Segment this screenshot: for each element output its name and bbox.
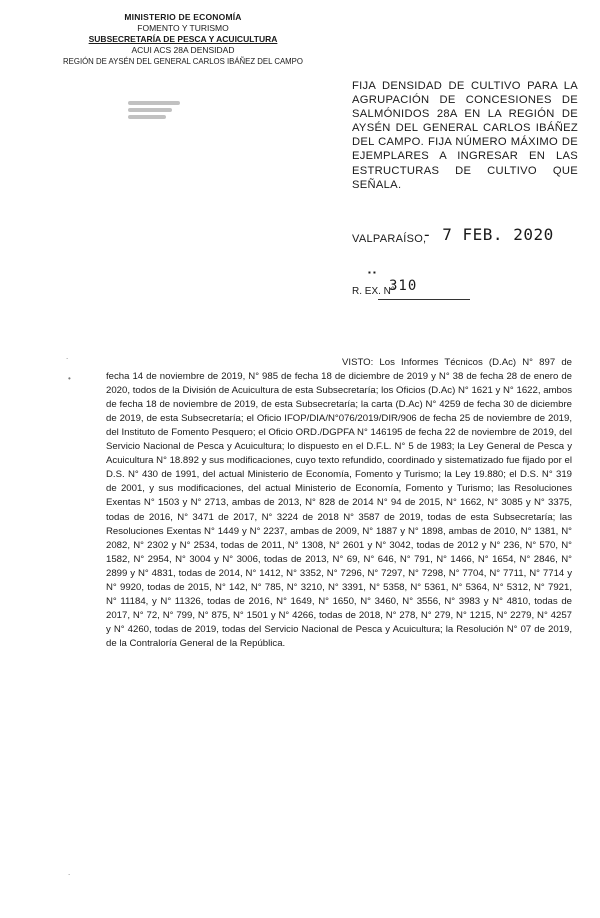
number-underline	[378, 299, 470, 300]
margin-mark: .	[66, 352, 69, 361]
resolution-number-block	[352, 268, 472, 304]
region-name: REGIÓN DE AYSÉN DEL GENERAL CARLOS IBÁÑEZ DEL CAMPO	[63, 57, 303, 66]
document-body	[106, 356, 572, 651]
resolution-label: R. EX. N°	[352, 286, 395, 297]
date-line	[352, 225, 582, 249]
margin-mark: .	[68, 868, 71, 877]
ministry-subtitle: FOMENTO Y TURISMO	[137, 23, 229, 33]
file-reference: ACUI ACS 28A DENSIDAD	[131, 45, 235, 55]
margin-mark: •	[68, 374, 71, 383]
ministry-name: MINISTERIO DE ECONOMÍA	[124, 12, 242, 22]
resolution-number: 310	[389, 278, 418, 294]
visto-paragraph: VISTO: Los Informes Técnicos (D.Ac) N° 897 de fecha 14 de noviembre de 2019, N° 985 de fecha 18 de diciembre de 2019 y N° 38 de fecha 28 de enero de 2020, todos de la División de Acuicultura de esta Subsecretaría; los Oficios (D.Ac) N° 1621 y N° 1622, ambos de fecha 18 de noviembre de 2019, de esta Subsecretaría; la carta (D.Ac) N° 4259 de fecha 30 de diciembre de 2019, de esta Subsecretaría; el Oficio IFOP/DIA/N°076/2019/DIR/906 de fecha 25 de noviembre de 2019, del Instituto de Fomento Pesquero; el Oficio ORD./DGPFA N° 146195 de fecha 22 de noviembre de 2019, del Servicio Nacional de Pesca y Acuicultura; lo dispuesto en el D.F.L. N° 5 de 1983; la Ley General de Pesca y Acuicultura N° 18.892 y sus modificaciones, cuyo texto refundido, coordinado y sistematizado fue fijado por el D.S. N° 430 de 1991, del actual Ministerio de Economía, Fomento y Turismo; la Ley 19.880; el D.S. N° 319 de 2001, y sus modificaciones, del actual Ministerio de Economía, Fomento y Turismo; las Resoluciones Exentas N° 1503 y N° 2713, ambas de 2013, N° 828 de 2014 N° 94 de 2015, N° 1662, N° 3085 y N° 3375, todas de 2016, N° 3471 de 2017, N° 3224 de 2018 N° 3587 de 2019, todas de esta Subsecretaría; las Resoluciones Exentas N° 1449 y N° 2237, ambas de 2009, N° 1887 y N° 1898, ambas de 2010, N° 1381, N° 2082, N° 2302 y N° 2534, todas de 2011, N° 1308, N° 2601 y N° 3042, todas de 2012 y N° 236, N° 570, N° 1582, N° 2954, N° 3004 y N° 3006, todas de 2013, N° 69, N° 646, N° 791, N° 1466, N° 1654, N° 2846, N° 2899 y N° 4831, todas de 2014, N° 1412, N° 3352, N° 7296, N° 7297, N° 7298, N° 7704, N° 7711, N° 7714 y N° 9920, todas de 2015, N° 142, N° 785, N° 3210, N° 3391, N° 5358, N° 5361, N° 5364, N° 5312, N° 7921, N° 11184, y N° 11326, todas de 2016, N° 1649, N° 1650, N° 3460, N° 3556, N° 3983 y N° 4810, todas de 2017, N° 72, N° 799, N° 875, N° 1501 y N° 4266, todas de 2018, N° 278, N° 279, N° 1215, N° 2279, N° 4257 y N° 4260, todas de 2019, todas del Servicio Nacional de Pesca y Acuicultura; la Resolución N° 07 de 2019, de la Contraloría General de la República.	[106, 357, 572, 649]
place-name: VALPARAÍSO,	[352, 233, 427, 245]
faded-stamp	[128, 98, 188, 120]
subsecretariat-name: SUBSECRETARÍA DE PESCA Y ACUICULTURA	[88, 34, 278, 44]
date-stamp: - 7 FEB. 2020	[422, 225, 554, 244]
resolution-title: FIJA DENSIDAD DE CULTIVO PARA LA AGRUPACIÓN DE CONCESIONES DE SALMÓNIDOS 28A EN LA REGIÓN DE AYSÉN DEL GENERAL CARLOS IBÁÑEZ DEL CAMPO. FIJA NÚMERO MÁXIMO DE EJEMPLARES A INGRESAR EN LAS ESTRUCTURAS DE CULTIVO QUE SEÑALA.	[352, 80, 578, 191]
stamp-dots: ▪ ▪	[368, 268, 376, 277]
letterhead	[48, 12, 318, 67]
